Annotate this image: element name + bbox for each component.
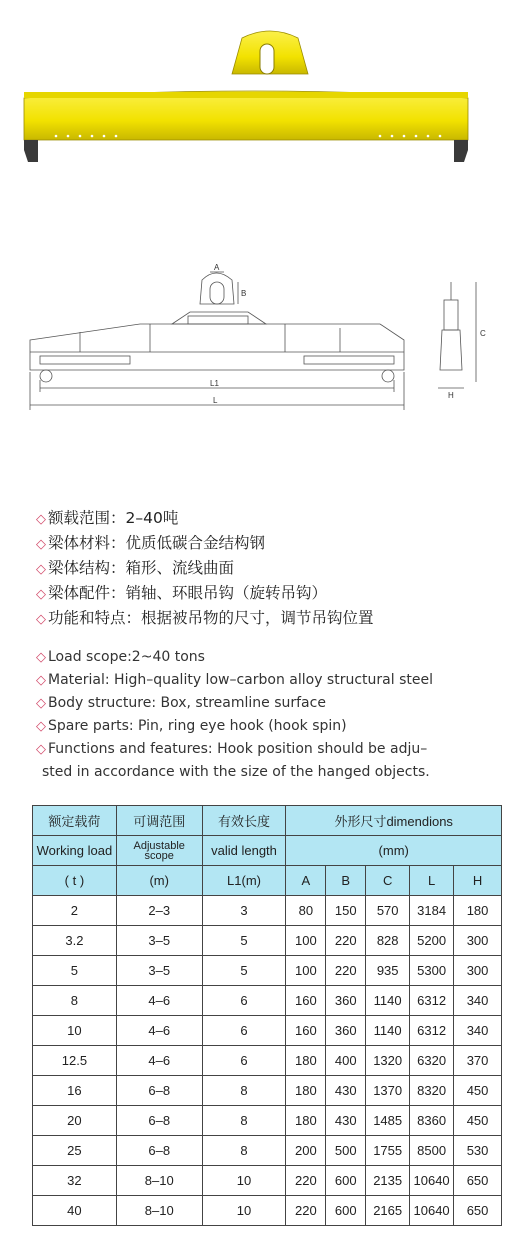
table-cell-l1: 3 [202, 896, 286, 926]
table-cell-l: 8360 [410, 1106, 454, 1136]
en-spec-line [36, 646, 516, 669]
diamond-bullet-icon: ◇ [36, 650, 46, 665]
table-cell-load: 12.5 [33, 1046, 117, 1076]
table-row [33, 896, 502, 926]
en-spec-line [36, 692, 516, 715]
table-cell-load: 5 [33, 956, 117, 986]
table-cell-l: 5300 [410, 956, 454, 986]
table-cell-a: 180 [286, 1046, 326, 1076]
table-cell-l1: 6 [202, 1016, 286, 1046]
table-cell-adjust: 3–5 [116, 926, 202, 956]
table-cell-a: 100 [286, 926, 326, 956]
header-adjust-zh: 可调范围 [116, 806, 202, 836]
table-header-row-units [33, 866, 502, 896]
zh-spec-label: 功能和特点： [48, 609, 142, 627]
table-cell-a: 220 [286, 1166, 326, 1196]
table-cell-b: 360 [326, 986, 366, 1016]
table-cell-l: 10640 [410, 1166, 454, 1196]
table-cell-a: 80 [286, 896, 326, 926]
table-cell-a: 160 [286, 986, 326, 1016]
spec-table [32, 805, 502, 1226]
table-cell-adjust: 8–10 [116, 1166, 202, 1196]
table-cell-load: 8 [33, 986, 117, 1016]
header-length-en: valid length [202, 836, 286, 866]
zh-spec-line [36, 531, 516, 556]
table-cell-adjust: 2–3 [116, 896, 202, 926]
table-cell-h: 530 [454, 1136, 502, 1166]
technical-drawing [20, 260, 500, 420]
en-spec-text: Body structure: Box, streamline surface [48, 695, 326, 711]
table-cell-adjust: 3–5 [116, 956, 202, 986]
diamond-bullet-icon: ◇ [36, 673, 46, 688]
en-spec-continuation: sted in accordance with the size of the hanged objects. [42, 764, 430, 780]
table-cell-a: 180 [286, 1106, 326, 1136]
table-cell-c: 1370 [366, 1076, 410, 1106]
table-row [33, 956, 502, 986]
table-cell-l: 5200 [410, 926, 454, 956]
diamond-bullet-icon: ◇ [36, 562, 46, 577]
table-cell-a: 160 [286, 1016, 326, 1046]
en-spec-text: Load scope:2~40 tons [48, 649, 205, 665]
en-spec-text: Functions and features: Hook position should be adju– [48, 741, 428, 757]
table-cell-l: 6312 [410, 1016, 454, 1046]
table-cell-l: 6312 [410, 986, 454, 1016]
table-cell-load: 10 [33, 1016, 117, 1046]
table-row [33, 1106, 502, 1136]
table-cell-h: 650 [454, 1166, 502, 1196]
table-row [33, 1076, 502, 1106]
table-row [33, 926, 502, 956]
table-cell-adjust: 8–10 [116, 1196, 202, 1226]
header-dims-zh: 外形尺寸dimendions [286, 806, 502, 836]
table-cell-l1: 8 [202, 1136, 286, 1166]
diamond-bullet-icon: ◇ [36, 742, 46, 757]
table-cell-adjust: 6–8 [116, 1136, 202, 1166]
table-cell-c: 2135 [366, 1166, 410, 1196]
table-cell-h: 180 [454, 896, 502, 926]
zh-spec-label: 额载范围： [48, 509, 126, 527]
zh-spec-value: 优质低碳合金结构钢 [125, 534, 266, 552]
table-cell-load: 40 [33, 1196, 117, 1226]
dim-label-l1: L1 [210, 379, 219, 388]
table-cell-load: 20 [33, 1106, 117, 1136]
zh-spec-line [36, 581, 516, 606]
table-cell-l: 6320 [410, 1046, 454, 1076]
table-cell-l1: 10 [202, 1196, 286, 1226]
diamond-bullet-icon: ◇ [36, 512, 46, 527]
table-cell-load: 2 [33, 896, 117, 926]
table-cell-l: 8320 [410, 1076, 454, 1106]
table-row [33, 1136, 502, 1166]
table-cell-h: 450 [454, 1076, 502, 1106]
english-specs [36, 646, 516, 784]
table-cell-adjust: 4–6 [116, 986, 202, 1016]
zh-spec-line [36, 606, 516, 631]
zh-spec-value: 2–40吨 [125, 509, 179, 527]
zh-spec-label: 梁体结构： [48, 559, 126, 577]
header-dims-unit: (mm) [286, 836, 502, 866]
header-adjust-en-line1: Adjustable [133, 839, 185, 852]
table-cell-load: 16 [33, 1076, 117, 1106]
table-cell-c: 935 [366, 956, 410, 986]
table-cell-l1: 8 [202, 1106, 286, 1136]
table-cell-c: 1320 [366, 1046, 410, 1076]
table-cell-c: 1485 [366, 1106, 410, 1136]
table-cell-b: 360 [326, 1016, 366, 1046]
header-unit-c: C [366, 866, 410, 896]
diamond-bullet-icon: ◇ [36, 537, 46, 552]
dim-label-h: H [448, 391, 454, 400]
zh-spec-line [36, 556, 516, 581]
table-cell-load: 25 [33, 1136, 117, 1166]
table-cell-b: 220 [326, 956, 366, 986]
table-cell-l: 10640 [410, 1196, 454, 1226]
table-cell-l: 3184 [410, 896, 454, 926]
table-cell-h: 450 [454, 1106, 502, 1136]
zh-spec-label: 梁体配件： [48, 584, 126, 602]
diamond-bullet-icon: ◇ [36, 587, 46, 602]
table-cell-b: 600 [326, 1196, 366, 1226]
diamond-bullet-icon: ◇ [36, 719, 46, 734]
zh-spec-value: 根据被吊物的尺寸，调节吊钩位置 [141, 609, 374, 627]
table-row [33, 1166, 502, 1196]
table-cell-adjust: 4–6 [116, 1046, 202, 1076]
en-spec-line [36, 738, 516, 761]
table-cell-adjust: 6–8 [116, 1106, 202, 1136]
table-cell-adjust: 6–8 [116, 1076, 202, 1106]
header-load-en: Working load [33, 836, 117, 866]
zh-spec-label: 梁体材料： [48, 534, 126, 552]
table-cell-adjust: 4–6 [116, 1016, 202, 1046]
header-unit-l: L [410, 866, 454, 896]
table-cell-b: 220 [326, 926, 366, 956]
table-cell-l1: 5 [202, 956, 286, 986]
table-cell-c: 1140 [366, 1016, 410, 1046]
dim-label-b: B [241, 289, 247, 298]
header-adjust-en [116, 836, 202, 866]
table-cell-b: 500 [326, 1136, 366, 1166]
header-unit-a: A [286, 866, 326, 896]
lifting-beam-photo [20, 30, 490, 170]
table-cell-a: 220 [286, 1196, 326, 1226]
table-cell-b: 150 [326, 896, 366, 926]
en-spec-text: Material: High–quality low–carbon alloy structural steel [48, 672, 433, 688]
zh-spec-line [36, 506, 516, 531]
en-spec-text: Spare parts: Pin, ring eye hook (hook spin) [48, 718, 347, 734]
table-header-row-en [33, 836, 502, 866]
table-cell-h: 300 [454, 926, 502, 956]
diamond-bullet-icon: ◇ [36, 696, 46, 711]
table-cell-h: 340 [454, 986, 502, 1016]
table-cell-load: 3.2 [33, 926, 117, 956]
table-cell-h: 300 [454, 956, 502, 986]
table-cell-c: 1755 [366, 1136, 410, 1166]
table-cell-c: 828 [366, 926, 410, 956]
table-cell-a: 200 [286, 1136, 326, 1166]
header-adjust-en-line2: scope [144, 849, 174, 862]
table-cell-load: 32 [33, 1166, 117, 1196]
dim-label-l: L [213, 396, 218, 405]
header-unit-load: ( t ) [33, 866, 117, 896]
chinese-specs [36, 506, 516, 631]
header-unit-h: H [454, 866, 502, 896]
table-cell-b: 400 [326, 1046, 366, 1076]
table-cell-h: 370 [454, 1046, 502, 1076]
header-unit-adjust: (m) [116, 866, 202, 896]
table-cell-l1: 5 [202, 926, 286, 956]
table-row [33, 1196, 502, 1226]
table-row [33, 986, 502, 1016]
table-row [33, 1046, 502, 1076]
table-cell-l1: 10 [202, 1166, 286, 1196]
diamond-bullet-icon: ◇ [36, 612, 46, 627]
table-cell-l1: 6 [202, 1046, 286, 1076]
table-row [33, 1016, 502, 1046]
zh-spec-value: 箱形、流线曲面 [125, 559, 235, 577]
table-cell-h: 340 [454, 1016, 502, 1046]
table-cell-l1: 6 [202, 986, 286, 1016]
table-cell-c: 2165 [366, 1196, 410, 1226]
table-cell-c: 570 [366, 896, 410, 926]
table-cell-l: 8500 [410, 1136, 454, 1166]
table-cell-a: 100 [286, 956, 326, 986]
table-cell-h: 650 [454, 1196, 502, 1226]
en-spec-line [36, 715, 516, 738]
table-cell-a: 180 [286, 1076, 326, 1106]
dim-label-a: A [214, 263, 220, 272]
table-cell-b: 430 [326, 1106, 366, 1136]
header-length-zh: 有效长度 [202, 806, 286, 836]
dim-label-c: C [480, 329, 486, 338]
header-unit-b: B [326, 866, 366, 896]
en-spec-line [36, 669, 516, 692]
table-cell-b: 600 [326, 1166, 366, 1196]
table-header-row-zh [33, 806, 502, 836]
table-cell-l1: 8 [202, 1076, 286, 1106]
header-load-zh: 额定载荷 [33, 806, 117, 836]
zh-spec-value: 销轴、环眼吊钩（旋转吊钩） [125, 584, 328, 602]
table-cell-b: 430 [326, 1076, 366, 1106]
header-unit-length: L1(m) [202, 866, 286, 896]
table-cell-c: 1140 [366, 986, 410, 1016]
